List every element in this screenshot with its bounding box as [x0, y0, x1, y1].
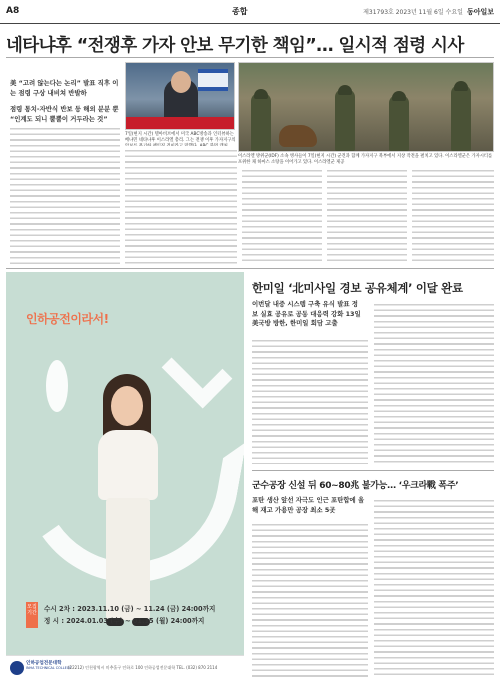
story2-dek: 이번달 내중 시스템 구축 유식 발표 정보 실효 공유로 공동 대응력 강화 13일 美국방 방한, 한미일 회담 고출 — [252, 300, 361, 328]
page-number: A8 — [6, 6, 20, 16]
main-subheads — [10, 78, 120, 130]
body-column-3 — [242, 166, 322, 264]
netanyahu-tv-photo — [125, 62, 235, 130]
early-label: 수시 2차 : — [44, 605, 75, 613]
soldiers-photo — [238, 62, 494, 152]
college-name — [26, 661, 72, 672]
regular-dates: 2024.01.03 (수) ~ 01.15 (월) 24:00까지 — [66, 617, 205, 625]
early-dates: 2023.11.10 (금) ~ 11.24 (금) 24:00까지 — [77, 605, 216, 613]
model-face — [111, 386, 143, 426]
college-address: (22212) 인천광역시 미추홀구 인하로 100 인하공업전문대학 TEL. (032) 870 2114 — [68, 665, 218, 670]
helmet-icon — [392, 91, 406, 101]
college-name-en: INHA TECHNICAL COLLEGE — [26, 666, 72, 671]
soldier-figure — [451, 85, 471, 151]
military-dog — [279, 125, 317, 147]
story2-body-col2 — [374, 300, 494, 464]
subhead-2: 점령 통치-자반식 반보 등 해외 분분 뿐 “인계도 되니 뿔뿔이 거두라는 것” — [10, 105, 119, 123]
story3-dek: 포탄 생산 앞선 자극도 인근 포탄합에 올해 재고 가용만 공장 최소 5곳 — [252, 496, 365, 514]
israel-flag-icon — [198, 69, 228, 91]
broadcast-banner — [126, 117, 234, 129]
regular-label: 정 시 : — [44, 617, 64, 625]
recruit-period-label: 모집 기간 — [26, 602, 38, 628]
body-column-2 — [125, 146, 237, 264]
section-rule — [6, 268, 494, 269]
soldier-figure — [251, 93, 271, 151]
headline-rule — [6, 57, 494, 58]
main-headline: 네타냐후 “전쟁후 가자 안보 무기한 책임”… 일시적 점령 시사 — [6, 36, 464, 56]
college-advertisement[interactable] — [6, 272, 244, 679]
masthead — [0, 0, 500, 24]
story3-body-col2 — [374, 496, 494, 678]
college-logo-icon — [10, 661, 24, 675]
story2-headline: 한미일 ‘北미사일 경보 공유체계’ 이달 완료 — [252, 281, 463, 295]
helmet-icon — [454, 81, 468, 91]
paper-name: 동아일보 — [466, 8, 494, 16]
soldier-figure — [389, 95, 409, 151]
ad-slogan: 인하공전이라서! — [26, 312, 109, 326]
story3-body-col1 — [252, 520, 368, 678]
early-admission-schedule — [44, 603, 215, 613]
story3-headline: 군수공장 신설 뒤 60~80兆 불가능… ‘우크라戰 폭주’ — [252, 481, 459, 491]
subhead-1: 美 “고려 않는다는 논리” 발표 직후 이는 점령 구상 내비쳐 반발하 — [10, 79, 119, 97]
body-column-1 — [10, 124, 120, 264]
body-column-5 — [412, 166, 494, 264]
model-legs — [106, 498, 150, 620]
ad-footer — [6, 655, 244, 679]
tv-photo-caption: 7일(현지 시간) 텔아비브에서 미국 ABC방송과 인터뷰하는 베냐민 네타냐후 이스라엘 총리. 그는 전쟁 이후 가자지구의 — [125, 132, 236, 143]
body-column-4 — [327, 166, 407, 264]
speaker-face — [171, 71, 191, 93]
model-top — [98, 430, 158, 500]
issue-info — [363, 7, 494, 17]
issue-date: 제31793호 2023년 11월 6일 수요일 — [363, 9, 463, 16]
helmet-icon — [338, 85, 352, 95]
section-title: 종합 — [232, 7, 248, 16]
college-name-ko: 인하공업전문대학 — [26, 661, 62, 666]
smile-eye-left-shape — [46, 360, 68, 412]
story2-body-col1 — [252, 336, 368, 464]
regular-admission-schedule — [44, 615, 204, 625]
helmet-icon — [254, 89, 268, 99]
story-divider — [252, 470, 494, 471]
soldiers-photo-caption: 이스라엘 방위군(IDF) 소속 병사들이 7일(현지 시간) 군견과 함께 가자지구 북부에서 지상 작전을 펼치고 있다. 이스라엘군은 가자시티를 포위한 채 하마스 소탕을 이어가고 있다. 이스라엘군 제공 — [238, 154, 493, 165]
soldier-figure — [335, 89, 355, 151]
smile-eye-right-shape — [162, 338, 233, 409]
